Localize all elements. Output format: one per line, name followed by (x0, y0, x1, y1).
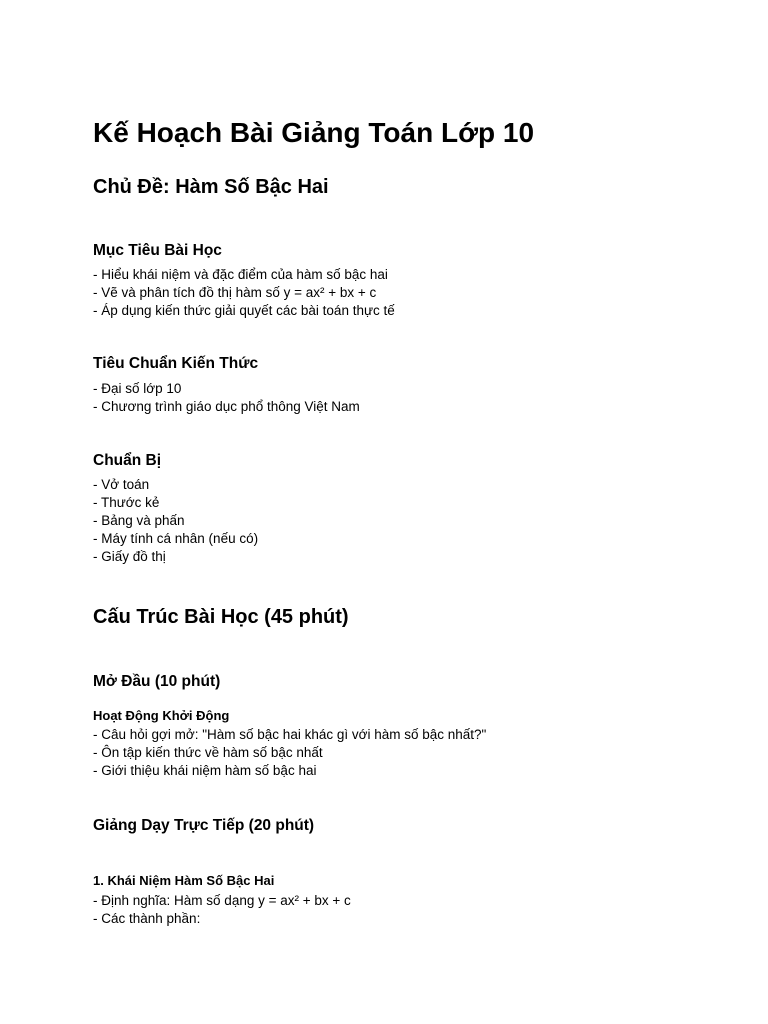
objectives-list (93, 266, 395, 320)
list-item: - Bảng và phấn (93, 513, 185, 528)
opening-heading: Mở Đầu (10 phút) (93, 673, 221, 690)
list-item: - Vẽ và phân tích đồ thị hàm số y = ax² + bx + c (93, 285, 377, 300)
topic-heading: Chủ Đề: Hàm Số Bậc Hai (93, 176, 329, 198)
list-item: - Vở toán (93, 477, 150, 492)
concept-list (93, 892, 351, 928)
list-item: - Máy tính cá nhân (nếu có) (93, 531, 259, 546)
warmup-heading: Hoạt Động Khởi Động (93, 708, 230, 723)
list-item: - Chương trình giáo dục phổ thông Việt Nam (93, 399, 360, 414)
list-item: - Hiểu khái niệm và đặc điểm của hàm số bậc hai (93, 267, 388, 282)
list-item: - Áp dụng kiến thức giải quyết các bài toán thực tế (93, 303, 395, 318)
structure-heading: Cấu Trúc Bài Học (45 phút) (93, 606, 349, 628)
preparation-heading: Chuẩn Bị (93, 452, 162, 469)
list-item: - Giới thiệu khái niệm hàm số bậc hai (93, 763, 317, 778)
list-item: - Định nghĩa: Hàm số dạng y = ax² + bx + c (93, 893, 351, 908)
page-title: Kế Hoạch Bài Giảng Toán Lớp 10 (93, 117, 535, 148)
warmup-list (93, 726, 486, 780)
direct-teaching-heading: Giảng Dạy Trực Tiếp (20 phút) (93, 817, 315, 834)
list-item: - Các thành phần: (93, 911, 201, 926)
list-item: - Thước kẻ (93, 495, 160, 510)
list-item: - Đại số lớp 10 (93, 381, 182, 396)
standards-list (93, 380, 360, 416)
objectives-heading: Mục Tiêu Bài Học (93, 242, 222, 259)
list-item: - Giấy đồ thị (93, 549, 166, 564)
list-item: - Ôn tập kiến thức về hàm số bậc nhất (93, 745, 323, 760)
concept-heading: 1. Khái Niệm Hàm Số Bậc Hai (93, 873, 275, 888)
list-item: - Câu hỏi gợi mở: "Hàm số bậc hai khác gì với hàm số bậc nhất?" (93, 727, 487, 742)
standards-heading: Tiêu Chuẩn Kiến Thức (93, 355, 259, 372)
preparation-list (93, 476, 258, 566)
